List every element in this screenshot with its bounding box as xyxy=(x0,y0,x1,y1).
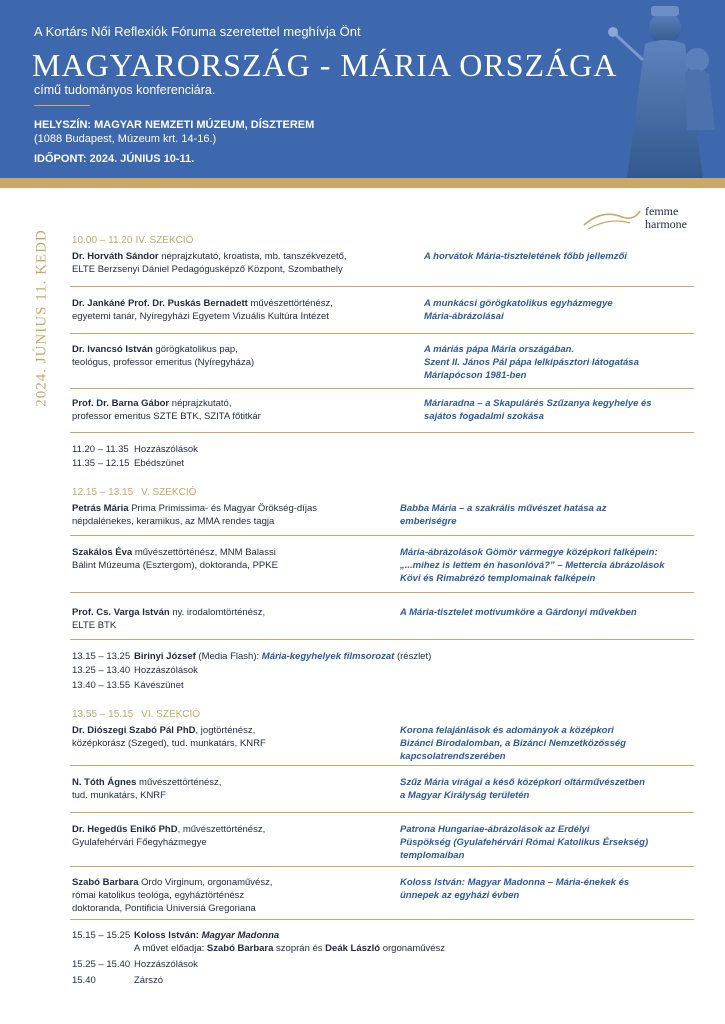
schedule-time: 13.25 – 13.40 xyxy=(72,665,131,676)
speaker-info xyxy=(72,502,317,515)
speaker-affiliation: művészettörténész, MNM Balassi xyxy=(132,547,276,558)
speaker-affiliation: művészettörténész, xyxy=(136,777,222,788)
speaker-name: Dr. Jankáné Prof. Dr. Puskás Bernadett xyxy=(72,298,248,309)
speaker-info xyxy=(72,343,238,356)
schedule-time: 15.25 – 15.40 xyxy=(72,959,131,970)
film-note: (részlet) xyxy=(394,651,432,662)
performer-name: Deák László xyxy=(325,943,381,954)
conference-title: MAGYARORSZÁG - MÁRIA ORSZÁGA xyxy=(32,47,618,83)
speaker-affiliation: ny. irodalomtörténész, xyxy=(169,607,266,618)
conference-subtitle: című tudományos konferenciára. xyxy=(34,83,216,97)
speaker-name: Dr. Horváth Sándor xyxy=(72,251,159,262)
talk-title-line: Bizánci Birodalomban, a Bizánci Nemzetközösség xyxy=(400,738,626,749)
talk-title-line: Mária-ábrázolásai xyxy=(424,311,504,322)
speaker-info xyxy=(72,776,221,789)
talk-title: Mária-ábrázolások Gömör vármegye középkori falképein: xyxy=(400,547,658,558)
speaker-name: Dr. Diószegi Szabó Pál PhD xyxy=(72,725,196,736)
talk-title-line: ünnepek az egyházi évben xyxy=(400,890,520,901)
divider xyxy=(70,812,694,813)
talk-title-line: Püspökség (Gyulafehérvári Római Katolikus Érsekség) xyxy=(400,837,649,848)
schedule-item xyxy=(72,650,431,663)
speaker-name: Prof. Cs. Varga István xyxy=(72,607,170,618)
speaker-affiliation: , jogtörténész, xyxy=(195,725,256,736)
session-heading xyxy=(72,708,200,721)
speaker-affiliation: művészettörténész, xyxy=(247,298,333,309)
speaker-affiliation: Prima Primissima- és Magyar Örökség-díjas xyxy=(128,503,317,514)
talk-title-line: sajátos fogadalmi szokása xyxy=(424,411,544,422)
speaker-affiliation-line: ELTE BTK xyxy=(72,620,117,631)
schedule-item xyxy=(72,974,163,987)
speaker-name: Szabó Barbara xyxy=(72,877,139,888)
speaker-name: Petrás Mária xyxy=(72,503,129,514)
speaker-affiliation: Ordo Virginum, orgonaművész, xyxy=(138,877,273,888)
speaker-affiliation: , művészettörténész, xyxy=(177,824,266,835)
schedule-label: Kávészünet xyxy=(134,680,184,691)
talk-title-line: Kövi és Rimabrézó templomainak falképein xyxy=(400,573,596,584)
speaker-affiliation-line: ELTE Berzsenyi Dániel Pedagógusképző Központ, Szombathely xyxy=(72,264,343,275)
madonna-statue-image xyxy=(585,0,725,178)
schedule-time: 15.40 xyxy=(72,975,96,986)
divider xyxy=(70,765,694,766)
schedule-label: Hozzászólások xyxy=(134,959,198,970)
schedule-item xyxy=(72,679,184,692)
session-time: 12.15 – 13.15 xyxy=(72,487,134,498)
speaker-affiliation-line: doktoranda, Pontificia Universiá Gregoriana xyxy=(72,903,256,914)
speaker-info xyxy=(72,876,272,889)
divider xyxy=(70,333,694,334)
film-title: Mária-kegyhelyek filmsorozat xyxy=(261,651,395,662)
speaker-name: Dr. Ivancsó István xyxy=(72,344,153,355)
talk-title: A munkácsi görögkatolikus egyházmegye xyxy=(424,298,613,309)
divider xyxy=(70,866,694,867)
header-banner xyxy=(0,0,725,178)
speaker-name: Birinyi József xyxy=(134,651,196,662)
speaker-info xyxy=(72,606,265,619)
speaker-affiliation-line: teológus, professor emeritus (Nyíregyháza) xyxy=(72,357,255,368)
speaker-affiliation: (Media Flash): xyxy=(195,651,262,662)
talk-title-line: a Magyar Királyság területén xyxy=(400,790,530,801)
performers-line xyxy=(134,942,445,955)
session-name: VI. SZEKCIÓ xyxy=(141,709,201,720)
talk-title: Patrona Hungariae-ábrázolások az Erdélyi xyxy=(400,824,590,835)
talk-title: A Mária-tisztelet motívumköre a Gárdonyi művekben xyxy=(400,607,637,618)
speaker-affiliation-line: népdalénekes, keramikus, az MMA rendes tagja xyxy=(72,516,275,527)
talk-title-line: kapcsolatrendszerében xyxy=(400,751,506,762)
talk-title: Koloss István: Magyar Madonna – Mária-énekek és xyxy=(400,877,630,888)
schedule-label: Zárszó xyxy=(134,975,164,986)
speaker-info xyxy=(72,297,333,310)
talk-title-line: templomaiban xyxy=(400,850,465,861)
talk-title-line: emberiségre xyxy=(400,516,457,527)
divider xyxy=(70,432,694,433)
speaker-name: Koloss István: xyxy=(134,930,202,941)
venue: HELYSZÍN: MAGYAR NEMZETI MÚZEUM, DÍSZTEREM xyxy=(34,119,315,131)
talk-title: Szűz Mária virágai a késő középkori oltárművészetben xyxy=(400,777,645,788)
schedule-time: 11.20 – 11.35 xyxy=(72,444,129,455)
session-name: V. SZEKCIÓ xyxy=(141,487,197,498)
schedule-item xyxy=(72,443,198,456)
performer-name: Szabó Barbara xyxy=(206,943,274,954)
schedule-item xyxy=(72,664,198,677)
speaker-affiliation-line: római katolikus teológa, egyháztörténész xyxy=(72,890,245,901)
schedule-item xyxy=(72,457,184,470)
session-time: 10.00 – 11.20 xyxy=(72,235,133,246)
header-divider xyxy=(34,105,90,106)
talk-title: Máriaradna – a Skapulárés Szűzanya kegyhelye és xyxy=(424,398,652,409)
venue-address: (1088 Budapest, Múzeum krt. 14-16.) xyxy=(34,133,217,145)
divider xyxy=(70,639,694,640)
performer-role: orgonaművész xyxy=(380,943,446,954)
logo-line-1: femme xyxy=(645,204,679,218)
speaker-affiliation: néprajzkutató, kroatista, mb. tanszékvezető, xyxy=(158,251,347,262)
schedule-item xyxy=(72,958,198,971)
speaker-info xyxy=(72,724,255,737)
speaker-name: Szakálos Éva xyxy=(72,547,133,558)
session-name: IV. SZEKCIÓ xyxy=(135,235,194,246)
logo-wordmark xyxy=(645,205,687,231)
speaker-affiliation-line: Bálint Múzeuma (Esztergom), doktoranda, PPKE xyxy=(72,560,278,571)
speaker-affiliation-line: Gyulafehérvári Főegyházmegye xyxy=(72,837,207,848)
divider xyxy=(70,535,694,536)
performers-intro: A művet előadja: xyxy=(134,943,207,954)
schedule-time: 11.35 – 12.15 xyxy=(72,458,130,469)
schedule-label: Hozzászólások xyxy=(134,665,198,676)
speaker-name: N. Tóth Ágnes xyxy=(72,777,137,788)
schedule-time: 13.15 – 13.25 xyxy=(72,651,131,662)
talk-title-line: „...mihez is lettem én hasonlóvá?” – Mettercia ábrázolások xyxy=(400,560,665,571)
talk-title: Babba Mária – a szakrális művészet hatása az xyxy=(400,503,607,514)
event-date: IDŐPONT: 2024. JÚNIUS 10-11. xyxy=(34,153,195,165)
speaker-affiliation: görögkatolikus pap, xyxy=(152,344,238,355)
schedule-time: 15.15 – 15.25 xyxy=(72,930,131,941)
speaker-name: Dr. Hegedűs Enikő PhD xyxy=(72,824,178,835)
schedule-label: Ebédszünet xyxy=(134,458,185,469)
session-heading xyxy=(72,234,193,247)
speaker-info xyxy=(72,397,231,410)
schedule-label: Hozzászólások xyxy=(134,444,198,455)
speaker-info xyxy=(72,546,276,559)
speaker-name: Prof. Dr. Barna Gábor xyxy=(72,398,170,409)
speaker-affiliation-line: tud. munkatárs, KNRF xyxy=(72,790,166,801)
divider xyxy=(70,286,694,287)
speaker-affiliation-line: egyetemi tanár, Nyíregyházi Egyetem Vizuális Kultúra Intézet xyxy=(72,311,329,322)
invitation-text: A Kortárs Női Reflexiók Fóruma szeretettel meghívja Önt xyxy=(34,24,361,39)
talk-title-line: Máriapócson 1981-ben xyxy=(424,370,527,381)
talk-title: Korona felajánlások és adományok a középkori xyxy=(400,725,614,736)
talk-title: A horvátok Mária-tiszteletének főbb jellemzői xyxy=(424,251,627,262)
schedule-item xyxy=(72,929,279,942)
speaker-info xyxy=(72,823,265,836)
speaker-affiliation: néprajzkutató, xyxy=(169,398,232,409)
logo-line-2: harmone xyxy=(645,217,687,231)
schedule-time: 13.40 – 13.55 xyxy=(72,680,131,691)
speaker-info xyxy=(72,250,347,263)
session-heading xyxy=(72,486,196,499)
day-label-vertical: 2024. JÚNIUS 11. KEDD xyxy=(33,229,50,407)
divider xyxy=(70,592,694,593)
divider xyxy=(70,388,694,389)
session-time: 13.55 – 15.15 xyxy=(72,709,134,720)
speaker-affiliation-line: professor emeritus SZTE BTK, SZITA főtitkár xyxy=(72,411,261,422)
divider xyxy=(70,919,694,920)
work-title: Magyar Madonna xyxy=(201,930,280,941)
talk-title: A máriás pápa Mária országában. xyxy=(424,344,575,355)
performer-role: szoprán és xyxy=(273,943,326,954)
speaker-affiliation-line: középkorász (Szeged), tud. munkatárs, KNRF xyxy=(72,738,266,749)
talk-title-line: Szent II. János Pál pápa lelkipásztori látogatása xyxy=(424,357,639,368)
gold-divider-bar xyxy=(0,178,725,188)
